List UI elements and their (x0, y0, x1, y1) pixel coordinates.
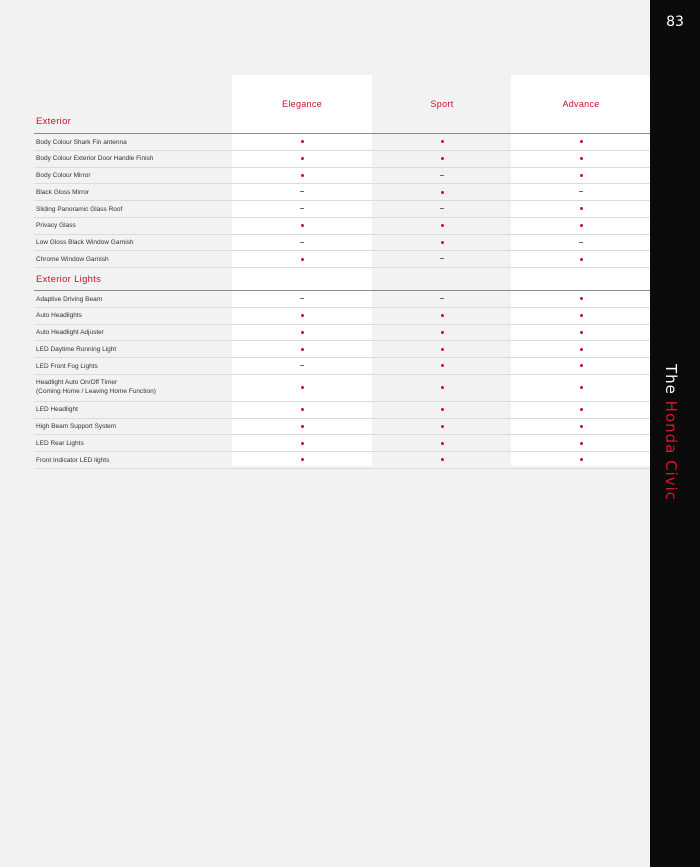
standard-dot-icon (580, 314, 583, 317)
row-label (36, 439, 84, 449)
availability-cell (232, 406, 372, 414)
availability-cell (372, 172, 512, 180)
availability-cell (511, 189, 651, 197)
availability-cell (511, 138, 651, 146)
row-label (36, 255, 109, 265)
row-label-line: LED Daytime Running Light (36, 345, 117, 353)
table-row (34, 151, 650, 168)
availability-cell (372, 239, 512, 247)
standard-dot-icon (301, 348, 304, 351)
not-available-dash-icon (300, 298, 304, 299)
standard-dot-icon (441, 157, 444, 160)
availability-cell (511, 423, 651, 431)
not-available-dash-icon (579, 242, 583, 243)
availability-cell (511, 362, 651, 370)
standard-dot-icon (580, 425, 583, 428)
row-label (36, 171, 91, 181)
availability-cell (372, 346, 512, 354)
row-label-line: Auto Headlight Adjuster (36, 329, 104, 337)
standard-dot-icon (301, 331, 304, 334)
table-row (34, 251, 650, 268)
row-label-line: (Coming Home / Leaving Home Function) (36, 388, 156, 396)
row-label (36, 405, 78, 415)
row-label (36, 345, 116, 355)
availability-cell (511, 222, 651, 230)
availability-cell (372, 138, 512, 146)
standard-dot-icon (301, 140, 304, 143)
row-label (36, 295, 102, 305)
row-label (36, 311, 82, 321)
row-label (36, 422, 116, 432)
standard-dot-icon (301, 442, 304, 445)
availability-cell (372, 312, 512, 320)
availability-cell (372, 295, 512, 303)
availability-cell (511, 239, 651, 247)
availability-cell (511, 346, 651, 354)
table-row (34, 325, 650, 342)
sidebar (650, 0, 700, 867)
standard-dot-icon (441, 408, 444, 411)
standard-dot-icon (441, 241, 444, 244)
standard-dot-icon (441, 442, 444, 445)
standard-dot-icon (441, 191, 444, 194)
row-label-line: Low Gloss Black Window Garnish (36, 239, 134, 247)
row-label (36, 154, 153, 164)
availability-cell (511, 295, 651, 303)
availability-cell (232, 172, 372, 180)
standard-dot-icon (580, 157, 583, 160)
row-label-line: Headlight Auto On/Off Timer (36, 378, 118, 386)
not-available-dash-icon (300, 365, 304, 366)
not-available-dash-icon (300, 242, 304, 243)
standard-dot-icon (301, 258, 304, 261)
availability-cell (511, 256, 651, 264)
table-row (34, 358, 650, 375)
standard-dot-icon (301, 425, 304, 428)
table-row (34, 201, 650, 218)
standard-dot-icon (441, 224, 444, 227)
column-header-advance: Advance (562, 99, 600, 109)
availability-cell (372, 362, 512, 370)
availability-cell (511, 205, 651, 213)
row-label-line: Body Colour Mirror (36, 172, 91, 180)
table-row (34, 168, 650, 185)
not-available-dash-icon (300, 208, 304, 209)
standard-dot-icon (301, 157, 304, 160)
row-label-line: Body Colour Shark Fin antenna (36, 138, 127, 146)
availability-cell (372, 329, 512, 337)
table-row (34, 435, 650, 452)
column-header-sport: Sport (430, 99, 454, 109)
row-label-line: Sliding Panoramic Glass Roof (36, 205, 123, 213)
availability-cell (372, 189, 512, 197)
standard-dot-icon (441, 348, 444, 351)
availability-cell (372, 440, 512, 448)
standard-dot-icon (580, 174, 583, 177)
availability-cell (372, 406, 512, 414)
table-row (34, 419, 650, 436)
standard-dot-icon (580, 458, 583, 461)
row-label-line: Privacy Glass (36, 222, 76, 230)
standard-dot-icon (441, 364, 444, 367)
availability-cell (372, 456, 512, 464)
row-label-line: Chrome Window Garnish (36, 255, 109, 263)
standard-dot-icon (441, 140, 444, 143)
row-label-line: LED Front Fog Lights (36, 362, 98, 370)
standard-dot-icon (301, 314, 304, 317)
column-header-elegance: Elegance (282, 99, 322, 109)
not-available-dash-icon (440, 258, 444, 259)
table-row (34, 291, 650, 308)
availability-cell (232, 456, 372, 464)
side-title (662, 364, 680, 501)
side-title-prefix: The (662, 364, 680, 401)
standard-dot-icon (580, 348, 583, 351)
table-row (34, 402, 650, 419)
standard-dot-icon (580, 207, 583, 210)
standard-dot-icon (301, 174, 304, 177)
table-row (34, 218, 650, 235)
standard-dot-icon (580, 331, 583, 334)
availability-cell (232, 312, 372, 320)
table-row (34, 235, 650, 252)
availability-cell (232, 346, 372, 354)
availability-cell (511, 312, 651, 320)
row-label (36, 221, 76, 231)
table-row (34, 375, 650, 402)
availability-cell (232, 155, 372, 163)
row-label (36, 378, 156, 397)
row-label-line: LED Rear Lights (36, 439, 84, 447)
row-label-line: Auto Headlights (36, 312, 82, 320)
standard-dot-icon (301, 224, 304, 227)
standard-dot-icon (301, 386, 304, 389)
standard-dot-icon (441, 386, 444, 389)
availability-cell (511, 440, 651, 448)
availability-cell (232, 295, 372, 303)
availability-cell (232, 189, 372, 197)
table-row (34, 308, 650, 325)
standard-dot-icon (441, 314, 444, 317)
side-title-highlight: Honda Civic (662, 400, 680, 502)
table-row (34, 341, 650, 358)
not-available-dash-icon (300, 191, 304, 192)
row-label-line: Black Gloss Mirror (36, 188, 90, 196)
row-label (36, 456, 109, 466)
not-available-dash-icon (579, 191, 583, 192)
availability-cell (232, 222, 372, 230)
availability-cell (511, 155, 651, 163)
table-row (34, 452, 650, 469)
row-label-line: LED Headlight (36, 406, 78, 414)
availability-cell (232, 138, 372, 146)
availability-cell (511, 384, 651, 392)
standard-dot-icon (441, 425, 444, 428)
not-available-dash-icon (440, 298, 444, 299)
table-row (34, 184, 650, 201)
availability-cell (232, 423, 372, 431)
section-title: Exterior (36, 116, 72, 127)
row-label (36, 188, 89, 198)
row-label-line: High Beam Support System (36, 423, 117, 431)
row-label (36, 362, 98, 372)
row-label-line: Front Indicator LED lights (36, 456, 110, 464)
availability-cell (232, 256, 372, 264)
standard-dot-icon (580, 297, 583, 300)
standard-dot-icon (580, 442, 583, 445)
table-row (34, 134, 650, 151)
standard-dot-icon (301, 408, 304, 411)
availability-cell (232, 329, 372, 337)
availability-cell (372, 205, 512, 213)
availability-cell (232, 362, 372, 370)
availability-cell (511, 456, 651, 464)
availability-cell (372, 423, 512, 431)
row-label (36, 238, 134, 248)
standard-dot-icon (580, 224, 583, 227)
standard-dot-icon (441, 458, 444, 461)
row-label-line: Adaptive Driving Beam (36, 295, 103, 303)
not-available-dash-icon (440, 208, 444, 209)
availability-cell (372, 222, 512, 230)
availability-cell (232, 205, 372, 213)
row-label (36, 205, 122, 215)
not-available-dash-icon (440, 175, 444, 176)
standard-dot-icon (580, 140, 583, 143)
availability-cell (232, 239, 372, 247)
availability-cell (511, 406, 651, 414)
standard-dot-icon (580, 408, 583, 411)
availability-cell (372, 384, 512, 392)
standard-dot-icon (301, 458, 304, 461)
page-number: 83 (666, 14, 684, 30)
availability-cell (232, 440, 372, 448)
standard-dot-icon (441, 331, 444, 334)
row-label (36, 328, 104, 338)
row-label-line: Body Colour Exterior Door Handle Finish (36, 155, 154, 163)
availability-cell (511, 329, 651, 337)
standard-dot-icon (580, 364, 583, 367)
availability-cell (511, 172, 651, 180)
section-title: Exterior Lights (36, 274, 102, 285)
row-label (36, 138, 127, 148)
availability-cell (232, 384, 372, 392)
standard-dot-icon (580, 258, 583, 261)
standard-dot-icon (580, 386, 583, 389)
availability-cell (372, 256, 512, 264)
availability-cell (372, 155, 512, 163)
